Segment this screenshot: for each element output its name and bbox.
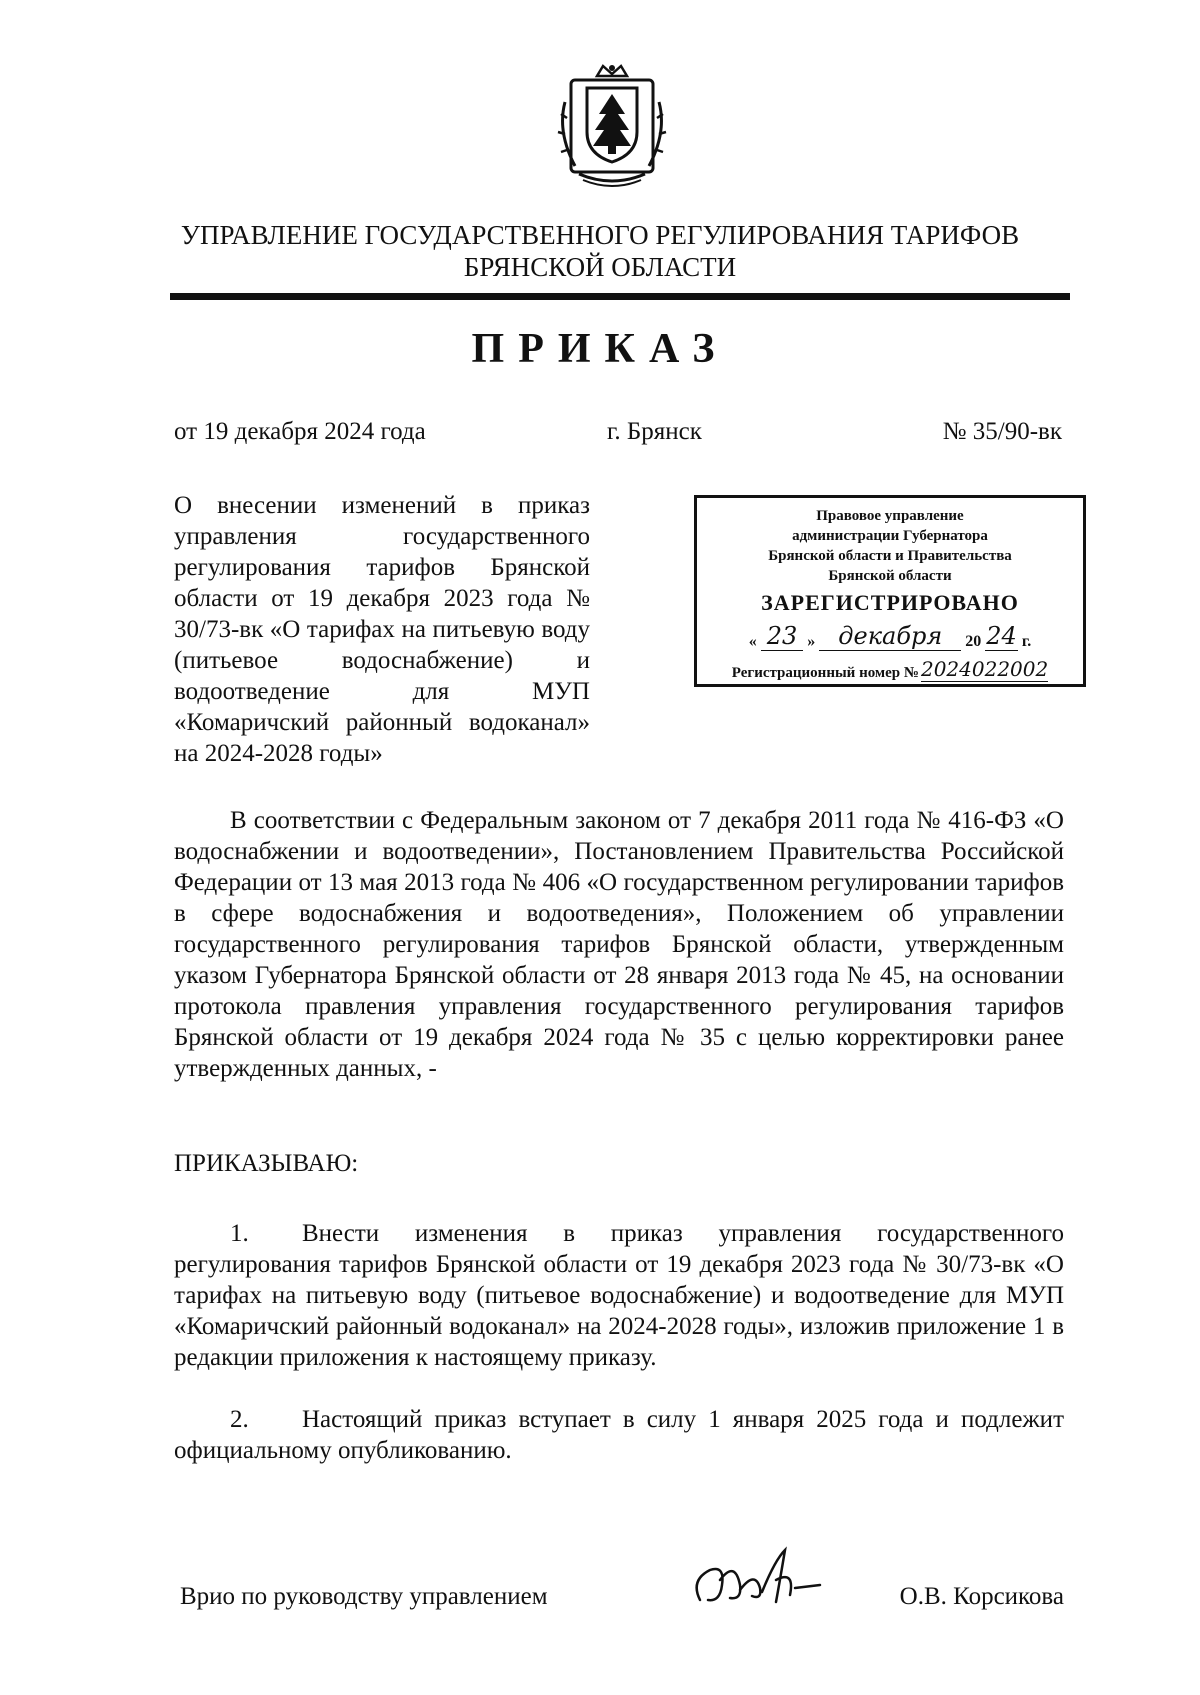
signatory-role: Врио по руководству управлением — [180, 1583, 548, 1610]
order-item-text: Настоящий приказ вступает в силу 1 января 2025 года и подлежит официальному опубликованию. — [174, 1406, 1064, 1464]
order-date: от 19 декабря 2024 года — [174, 418, 426, 445]
order-item — [174, 1218, 1064, 1373]
agency-name-line-1: УПРАВЛЕНИЕ ГОСУДАРСТВЕННОГО РЕГУЛИРОВАНИЯ ТАРИФОВ — [180, 220, 1020, 250]
stamp-line-4: Брянской области — [828, 568, 952, 584]
stamp-year-unit: г. — [1021, 633, 1032, 650]
order-item-text: Внести изменения в приказ управления государственного регулирования тарифов Брянской области от 19 декабря 2023 года № 30/73-вк «О тарифах на питьевую воду (питьевое водоснабжение) и водоотведение для МУП «Комаричский районный водоканал» на 2024-2028 годы», изложив приложение 1 в редакции приложения к настоящему приказу. — [174, 1220, 1064, 1371]
stamp-year-suffix: 24 — [986, 622, 1017, 650]
document-title: ПРИКАЗ — [471, 326, 729, 372]
registration-stamp — [694, 495, 1086, 687]
order-item-number: 2. — [230, 1406, 249, 1433]
handwritten-signature — [680, 1540, 860, 1620]
agency-name-line-2: БРЯНСКОЙ ОБЛАСТИ — [463, 252, 737, 282]
order-city: г. Брянск — [607, 418, 702, 445]
order-subject: О внесении изменений в приказ управления государственного регулирования тарифов Брянской области от 19 декабря 2023 года № 30/73-вк «О тарифах на питьевую воду (питьевое водоснабжение) и водоотведение для МУП «Комаричский районный водоканал» на 2024-2028 годы» — [174, 492, 590, 767]
stamp-quote-open: « — [748, 633, 757, 650]
header-divider — [170, 293, 1070, 300]
stamp-registration — [697, 657, 1083, 682]
order-item — [174, 1404, 1064, 1466]
stamp-quote-close: » — [807, 633, 816, 650]
stamp-status: ЗАРЕГИСТРИРОВАНО — [761, 590, 1019, 615]
stamp-line-1: Правовое управление — [816, 508, 964, 524]
stamp-reg-number: 2024022002 — [920, 657, 1049, 681]
stamp-day: 23 — [761, 622, 804, 651]
bryansk-coat-of-arms-icon — [553, 62, 671, 192]
order-number: № 35/90-вк — [942, 418, 1062, 445]
stamp-date — [697, 622, 1083, 651]
stamp-year-prefix: 20 — [965, 633, 982, 650]
stamp-line-3: Брянской области и Правительства — [768, 548, 1012, 564]
preamble-paragraph: В соответствии с Федеральным законом от 7 декабря 2011 года № 416-ФЗ «О водоснабжении и водоотведении», Постановлением Правительства Российской Федерации от 13 мая 2013 года № 406 «О государственном регулировании тарифов в сфере водоснабжения и водоотведения», Положением об управлении государственного регулирования тарифов Брянской области, утвержденным указом Губернатора Брянской области от 28 января 2013 года № 45, на основании протокола правления управления государственного регулирования тарифов Брянской области от 19 декабря 2024 года № 35 с целью корректировки ранее утвержденных данных, - — [174, 807, 1064, 1082]
stamp-line-2: администрации Губернатора — [792, 528, 988, 544]
decree-heading: ПРИКАЗЫВАЮ: — [174, 1150, 359, 1177]
order-item-number: 1. — [230, 1220, 249, 1247]
signatory-name: О.В. Корсикова — [899, 1583, 1064, 1610]
stamp-reg-label: Регистрационный номер № — [731, 665, 919, 681]
stamp-month: декабря — [819, 622, 961, 651]
